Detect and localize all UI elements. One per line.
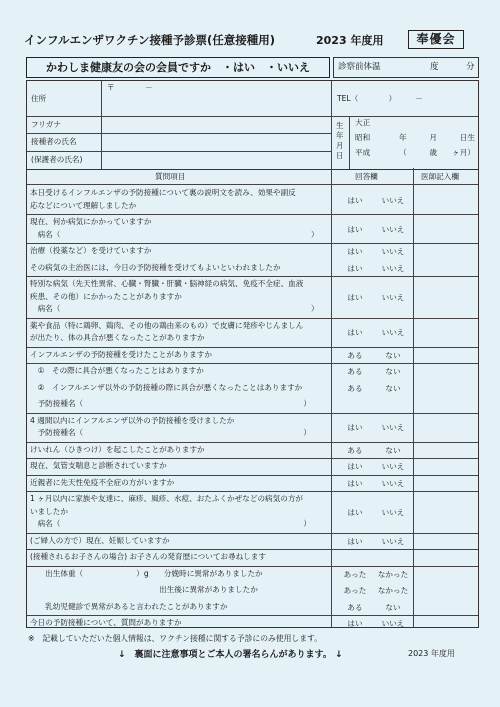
answer-option-no[interactable]: いいえ [381, 224, 405, 234]
answer-option-yes[interactable]: あった [343, 569, 367, 579]
question-text: 本日受けるインフルエンザの予防接種について裏の説明文を読み、効果や副反 [30, 188, 296, 197]
era-showa[interactable]: 昭和 [355, 133, 371, 142]
dob-label: 生年月日 [336, 121, 344, 160]
question-text: 特別な病気（先天性異常、心臓・腎臓・肝臓・脳神経の病気、免疫不全症、血液 [30, 279, 304, 288]
form-title: インフルエンザワクチン接種予診票(任意接種用) [24, 33, 275, 47]
question-text: 病名（ ） [30, 229, 319, 239]
question-text: ② インフルエンザ以外の予防接種の際に具合が悪くなったことはありますか [30, 382, 303, 392]
question-text: けいれん（ひきつけ）を起こしたことがありますか [30, 444, 205, 454]
answer-option-yes[interactable]: はい [347, 478, 363, 488]
answer-option-yes[interactable]: ある [347, 602, 363, 612]
question-text: 現在、何か病気にかかっていますか [30, 217, 152, 226]
answer-option-no[interactable]: ない [385, 350, 401, 360]
column-header-items: 質問項目 [155, 172, 186, 181]
question-text: 近親者に先天性免疫不全症の方がいますか [30, 477, 175, 487]
answer-option-yes[interactable]: あった [343, 586, 367, 596]
question-text: その病気の主治医には、今日の予防接種を受けてもよいといわれましたか [30, 262, 281, 272]
answer-option-no[interactable]: ない [385, 602, 401, 612]
question-text: 疾患、その他）にかかったことがありますか [30, 291, 182, 301]
answer-option-yes[interactable]: はい [347, 423, 363, 432]
answer-option-no[interactable]: なかった [377, 586, 409, 596]
temperature-label: 診察前体温 [338, 62, 381, 72]
answer-option-yes[interactable]: はい [347, 619, 363, 629]
question-text: 乳幼児健診で異常があると言われたことがありますか [30, 601, 228, 611]
era-heisei[interactable]: 平成 [355, 148, 371, 157]
question-text: 予防接種名（ ） [30, 399, 311, 408]
answer-option-no[interactable]: いいえ [381, 462, 405, 472]
privacy-note: ※ 記載していただいた個人情報は、ワクチン接種に関する予診にのみ使用します。 [28, 634, 322, 643]
question-text: 出生後に異常がありましたか [30, 585, 258, 594]
question-text: 出生体重（ ）g 分娩時に異常がありましたか [30, 568, 263, 578]
answer-option-yes[interactable]: ある [347, 445, 363, 455]
question-text: 1 ヶ月以内に家族や友達に、麻疹、風疹、水痘、おたふくかぜなどの病気の方が [30, 494, 304, 503]
answer-option-yes[interactable]: ある [347, 367, 363, 377]
answer-option-yes[interactable]: はい [347, 292, 363, 302]
answer-option-yes[interactable]: ある [347, 350, 363, 360]
answer-option-yes[interactable]: はい [347, 462, 363, 472]
answer-option-yes[interactable]: はい [347, 195, 363, 205]
answer-option-no[interactable]: なかった [377, 569, 409, 579]
answer-option-no[interactable]: いいえ [381, 478, 405, 488]
form-header [24, 30, 474, 50]
answer-option-no[interactable]: いいえ [381, 328, 405, 337]
era-taisho[interactable]: 大正 [355, 118, 371, 127]
temperature-unit-minute: 分 [466, 62, 475, 72]
question-text: 病名（ ） [30, 304, 319, 313]
personal-info-box [26, 80, 479, 170]
tel-field[interactable]: TEL（ ） － [337, 94, 423, 103]
member-question[interactable]: かわしま健康友の会の会員ですか ・はい ・いいえ [26, 57, 330, 78]
answer-option-no[interactable]: いいえ [381, 619, 405, 629]
answer-option-yes[interactable]: はい [347, 247, 363, 257]
furigana-label: フリガナ [31, 120, 61, 129]
question-text: 予防接種名（ ） [30, 428, 311, 437]
organization-badge: 奉優会 [408, 30, 464, 49]
answer-option-no[interactable]: ない [385, 383, 401, 393]
answer-option-no[interactable]: いいえ [381, 423, 405, 432]
question-text: 病名（ ） [30, 519, 311, 528]
question-text: 応などについて理解しましたか [30, 200, 137, 210]
question-text: いましたか [30, 506, 68, 516]
form-year: 2023 年度用 [316, 34, 384, 47]
question-text: 4 週間以内にインフルエンザ以外の予防接種を受けましたか [30, 415, 235, 425]
footer-year: 2023 年度用 [408, 649, 455, 658]
answer-option-yes[interactable]: はい [347, 263, 363, 273]
temperature-unit-degree: 度 [430, 62, 439, 72]
patient-name-label: 接種者の氏名 [31, 137, 77, 146]
question-text: インフルエンザの予防接種を受けたことがありますか [30, 349, 212, 359]
answer-option-no[interactable]: いいえ [381, 247, 405, 257]
answer-option-yes[interactable]: はい [347, 328, 363, 337]
answer-option-no[interactable]: ない [385, 367, 401, 377]
answer-option-no[interactable]: ない [385, 445, 401, 455]
answer-option-no[interactable]: いいえ [381, 263, 405, 273]
answer-option-no[interactable]: いいえ [381, 536, 405, 546]
question-text: (ご婦人の方で）現在、妊娠していますか [30, 535, 170, 545]
dob-format: 年 月 日生 [399, 133, 475, 142]
question-text: ① その際に具合が悪くなったことはありますか [30, 366, 204, 375]
question-table [26, 168, 479, 628]
answer-option-no[interactable]: いいえ [381, 507, 405, 517]
column-header-doctor: 医師記入欄 [421, 172, 459, 181]
question-text: 治療（投薬など）を受けていますか [30, 246, 152, 255]
postal-field[interactable]: 〒 － [107, 83, 153, 92]
question-text: 現在、気管支喘息と診断されていますか [30, 461, 167, 470]
column-header-answers: 回答欄 [355, 172, 378, 181]
age-format: （ 歳 ヶ月） [399, 148, 475, 157]
question-text: 薬や食品（特に鶏卵、鶏肉、その他の鶏由来のもの）で皮膚に発疹やじんましん [30, 320, 304, 330]
guardian-name-label: (保護者の氏名) [31, 155, 83, 164]
back-side-note: ↓ 裏面に注意事項とご本人の署名らんがあります。 ↓ [118, 650, 343, 660]
question-text: 今日の予防接種について、質問がありますか [30, 618, 182, 627]
answer-option-yes[interactable]: はい [347, 224, 363, 234]
question-text: (接種されるお子さんの場合) お子さんの発育歴についてお尋ねします [30, 552, 266, 561]
temperature-field[interactable] [333, 57, 479, 78]
answer-option-yes[interactable]: ある [347, 383, 363, 393]
answer-option-yes[interactable]: はい [347, 507, 363, 517]
answer-option-no[interactable]: いいえ [381, 292, 405, 302]
question-text: が出たり、体の具合が悪くなったことがありますか [30, 333, 205, 342]
answer-option-no[interactable]: いいえ [381, 195, 405, 205]
answer-option-yes[interactable]: はい [347, 536, 363, 546]
address-label: 住所 [31, 94, 47, 103]
